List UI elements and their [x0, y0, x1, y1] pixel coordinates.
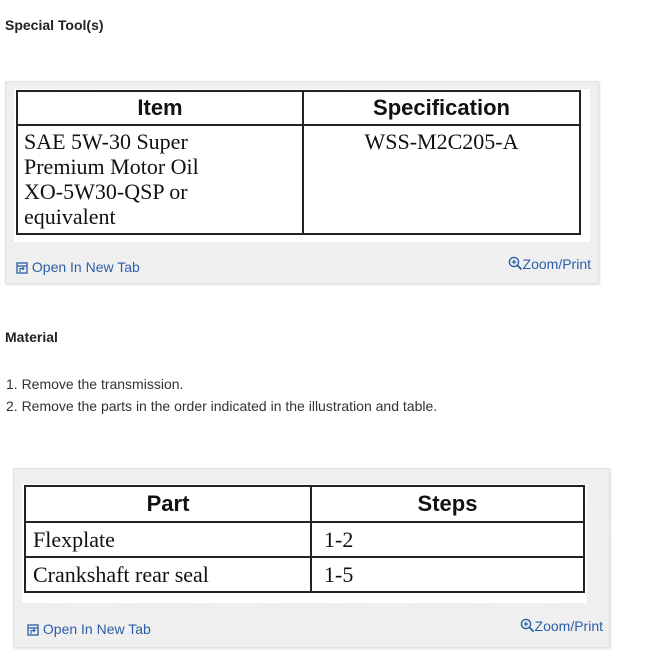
special-tools-figure — [5, 81, 599, 284]
list-item: 2. Remove the parts in the order indicated in the illustration and table. — [6, 398, 438, 414]
zoom-print-label: Zoom/Print — [534, 618, 603, 634]
special-tools-table-image — [14, 89, 590, 242]
zoom-print-link[interactable] — [508, 256, 591, 272]
open-in-new-tab-link[interactable] — [16, 259, 140, 275]
table-row — [25, 522, 584, 557]
column-header-steps: Steps — [311, 486, 584, 522]
table-row — [25, 557, 584, 592]
procedure-steps — [6, 373, 437, 417]
item-line: XO-5W30-QSP or — [24, 179, 188, 204]
material-heading: Material — [5, 329, 58, 345]
special-tools-heading: Special Tool(s) — [5, 17, 104, 33]
open-in-new-tab-link[interactable] — [27, 621, 151, 637]
table-header-row — [25, 486, 584, 522]
item-cell — [17, 125, 303, 234]
part-cell: Crankshaft rear seal — [25, 557, 311, 592]
column-header-part: Part — [25, 486, 311, 522]
list-item: 1. Remove the transmission. — [6, 376, 184, 392]
item-line: equivalent — [24, 204, 116, 229]
open-new-tab-icon — [16, 262, 28, 274]
zoom-print-label: Zoom/Print — [522, 256, 591, 272]
parts-table-image — [22, 484, 587, 603]
part-cell: Flexplate — [25, 522, 311, 557]
table-header-row — [17, 91, 580, 125]
steps-cell: 1-5 — [311, 557, 584, 592]
item-line: Premium Motor Oil — [24, 154, 199, 179]
item-line: SAE 5W-30 Super — [24, 129, 188, 154]
column-header-specification: Specification — [303, 91, 580, 125]
open-in-new-tab-label: Open In New Tab — [42, 621, 151, 637]
zoom-print-link[interactable] — [520, 618, 603, 634]
open-in-new-tab-label: Open In New Tab — [31, 259, 140, 275]
specification-cell: WSS-M2C205-A — [303, 125, 580, 234]
open-new-tab-icon — [27, 624, 39, 636]
steps-cell: 1-2 — [311, 522, 584, 557]
special-tools-table — [16, 90, 581, 235]
column-header-item: Item — [17, 91, 303, 125]
zoom-icon — [508, 256, 523, 271]
table-row — [17, 125, 580, 234]
parts-figure — [13, 468, 610, 648]
zoom-icon — [520, 618, 535, 633]
parts-table — [24, 485, 585, 593]
